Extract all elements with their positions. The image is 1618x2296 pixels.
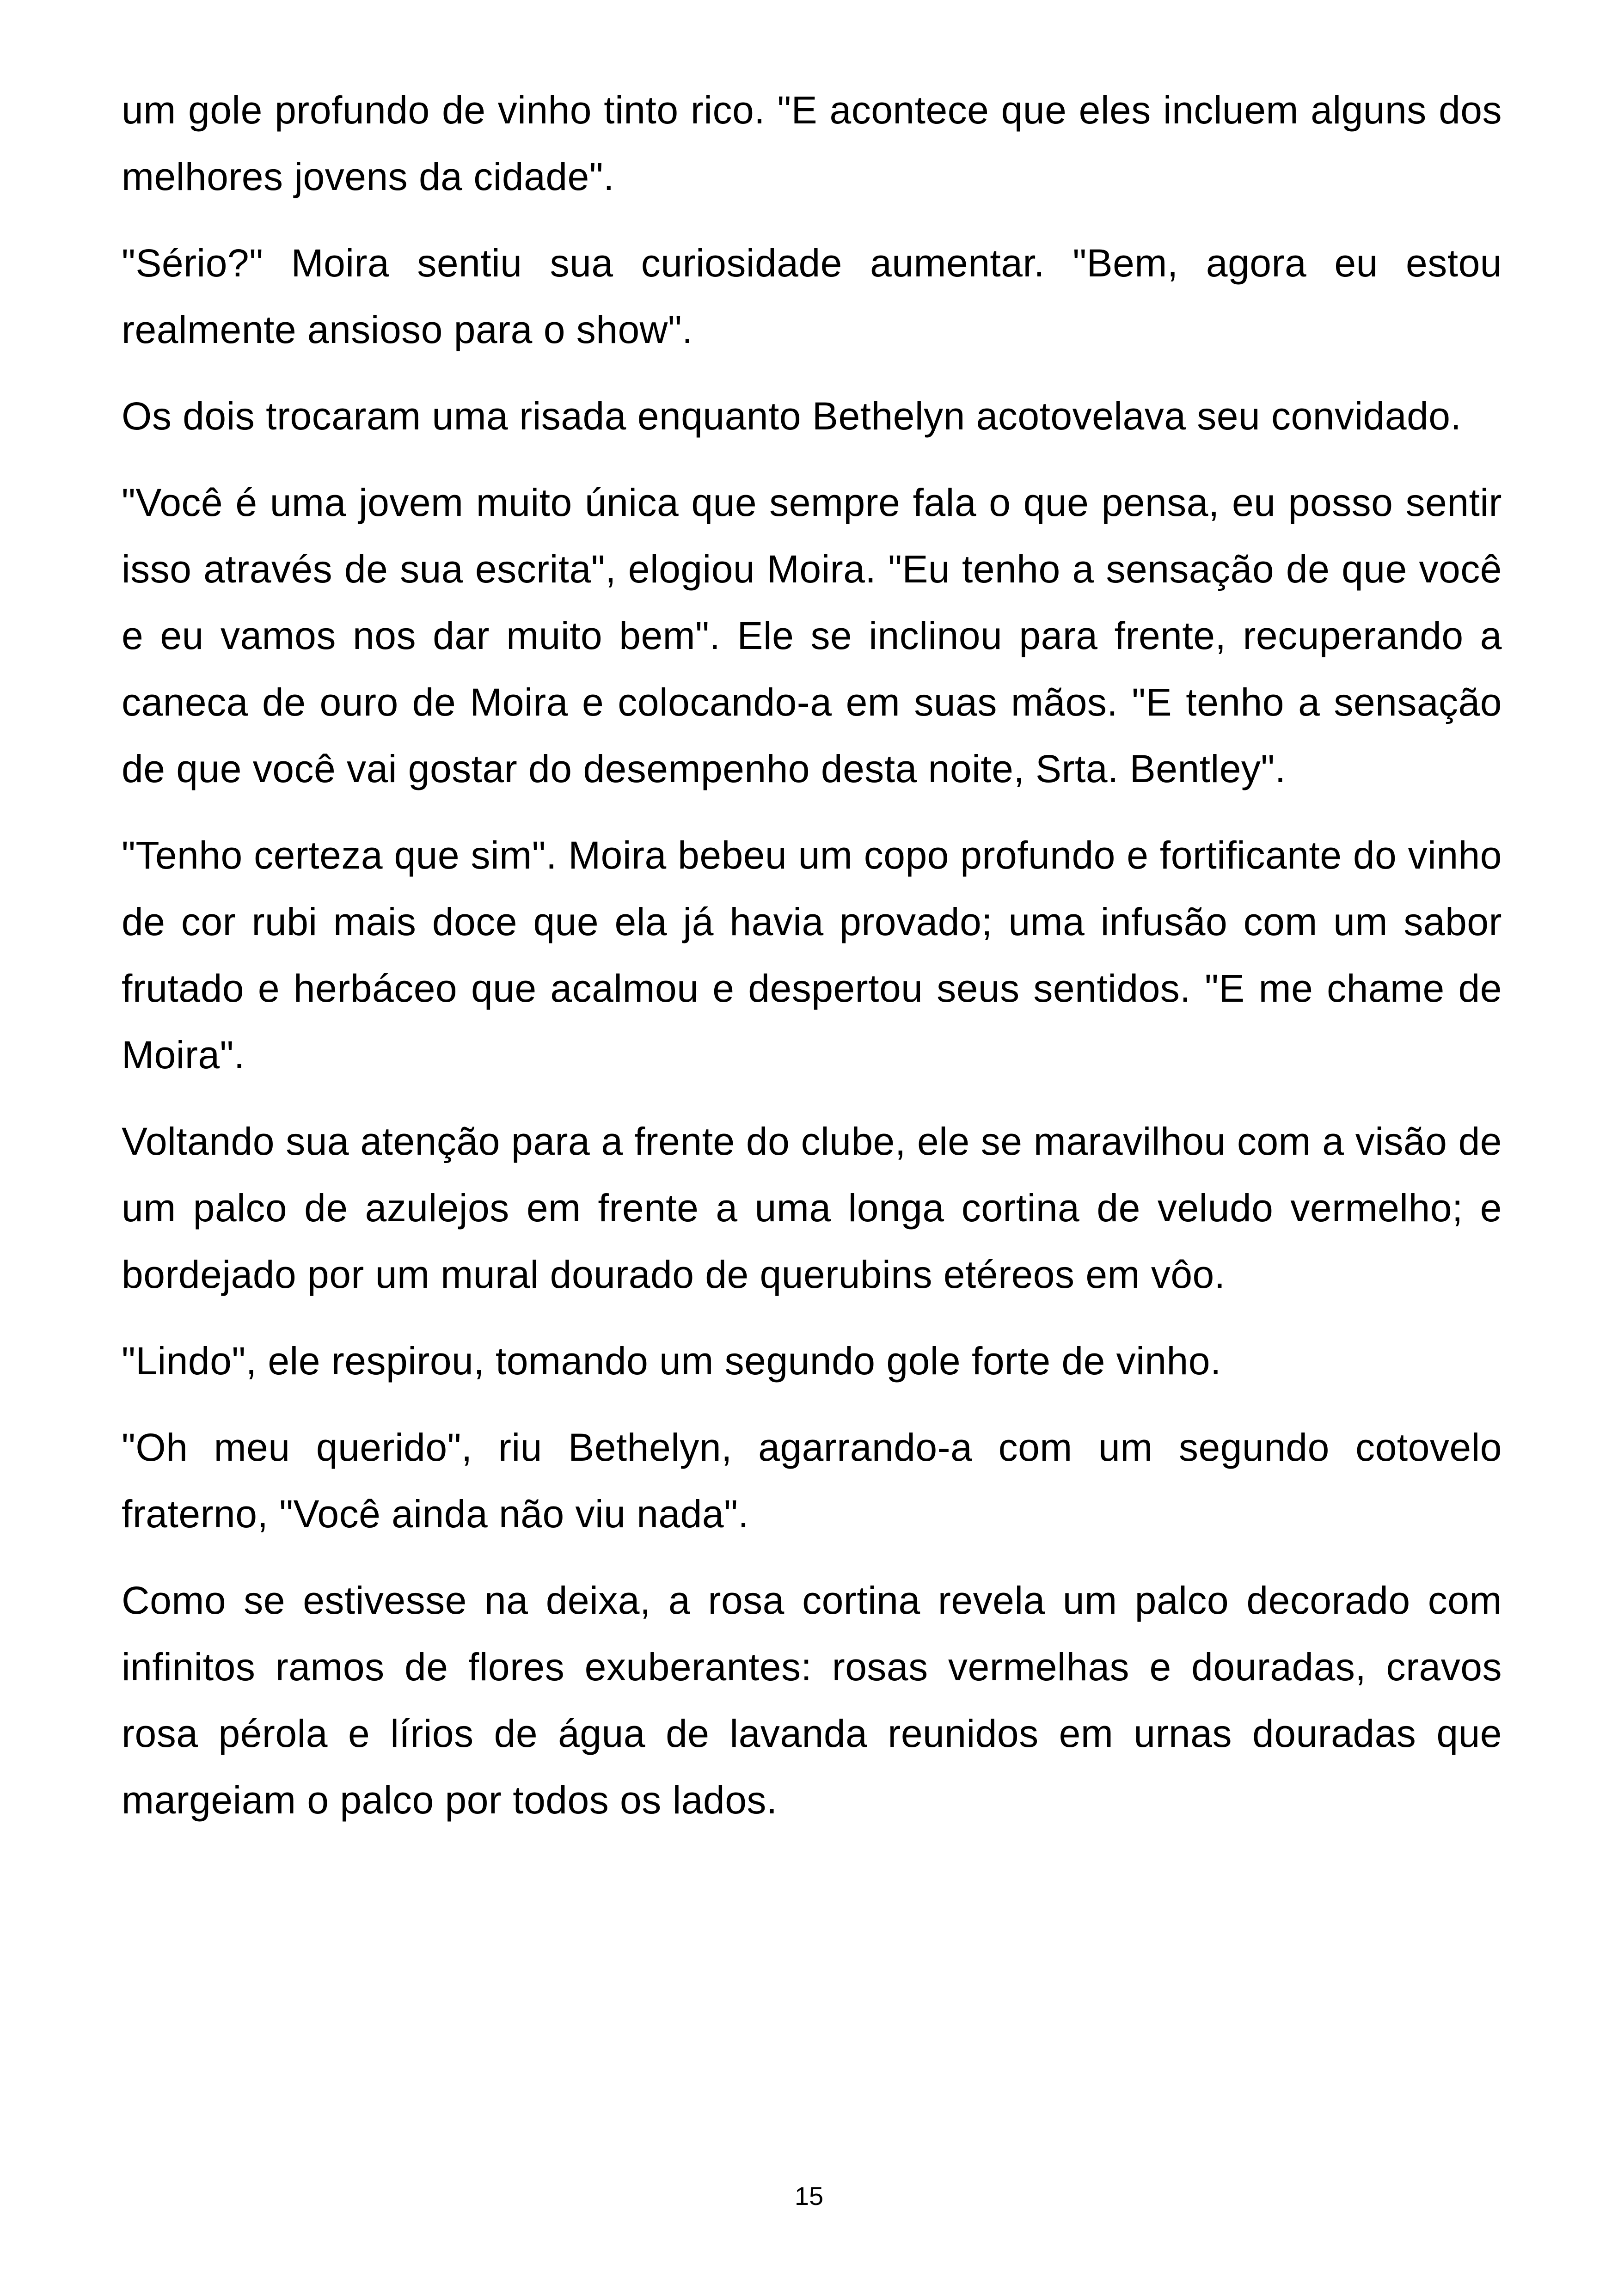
paragraph: um gole profundo de vinho tinto rico. "E acontece que eles incluem alguns dos melhores jovens da cidade". [122, 88, 1502, 198]
paragraph: "Você é uma jovem muito única que sempre fala o que pensa, eu posso sentir isso através de sua escrita", elogiou Moira. "Eu tenho a sensação de que você e eu vamos nos dar muito bem". Ele se inclinou para frente, recuperando a caneca de ouro de Moira e colocando-a em suas mãos. "E tenho a sensação de que você vai gostar do desempenho desta noite, Srta. Bentley". [122, 481, 1502, 790]
paragraph: Voltando sua atenção para a frente do clube, ele se maravilhou com a visão de um palco de azulejos em frente a uma longa cortina de veludo vermelho; e bordejado por um mural dourado de querubins etéreos em vôo. [122, 1120, 1502, 1296]
paragraph: Os dois trocaram uma risada enquanto Bethelyn acotovelava seu convidado. [122, 394, 1462, 438]
page-number: 15 [794, 2181, 824, 2210]
paragraph: "Lindo", ele respirou, tomando um segundo gole forte de vinho. [122, 1339, 1221, 1383]
paragraph: "Sério?" Moira sentiu sua curiosidade aumentar. "Bem, agora eu estou realmente ansioso para o show". [122, 241, 1502, 351]
body-text [122, 77, 1502, 1853]
paragraph: "Tenho certeza que sim". Moira bebeu um copo profundo e fortificante do vinho de cor rubi mais doce que ela já havia provado; uma infusão com um sabor frutado e herbáceo que acalmou e despertou seus sentidos. "E me chame de Moira". [122, 833, 1502, 1077]
paragraph: Como se estivesse na deixa, a rosa cortina revela um palco decorado com infinitos ramos de flores exuberantes: rosas vermelhas e douradas, cravos rosa pérola e lírios de água de lavanda reunidos em urnas douradas que margeiam o palco por todos os lados. [122, 1579, 1502, 1822]
paragraph: "Oh meu querido", riu Bethelyn, agarrando-a com um segundo cotovelo fraterno, "Você ainda não viu nada". [122, 1426, 1502, 1536]
